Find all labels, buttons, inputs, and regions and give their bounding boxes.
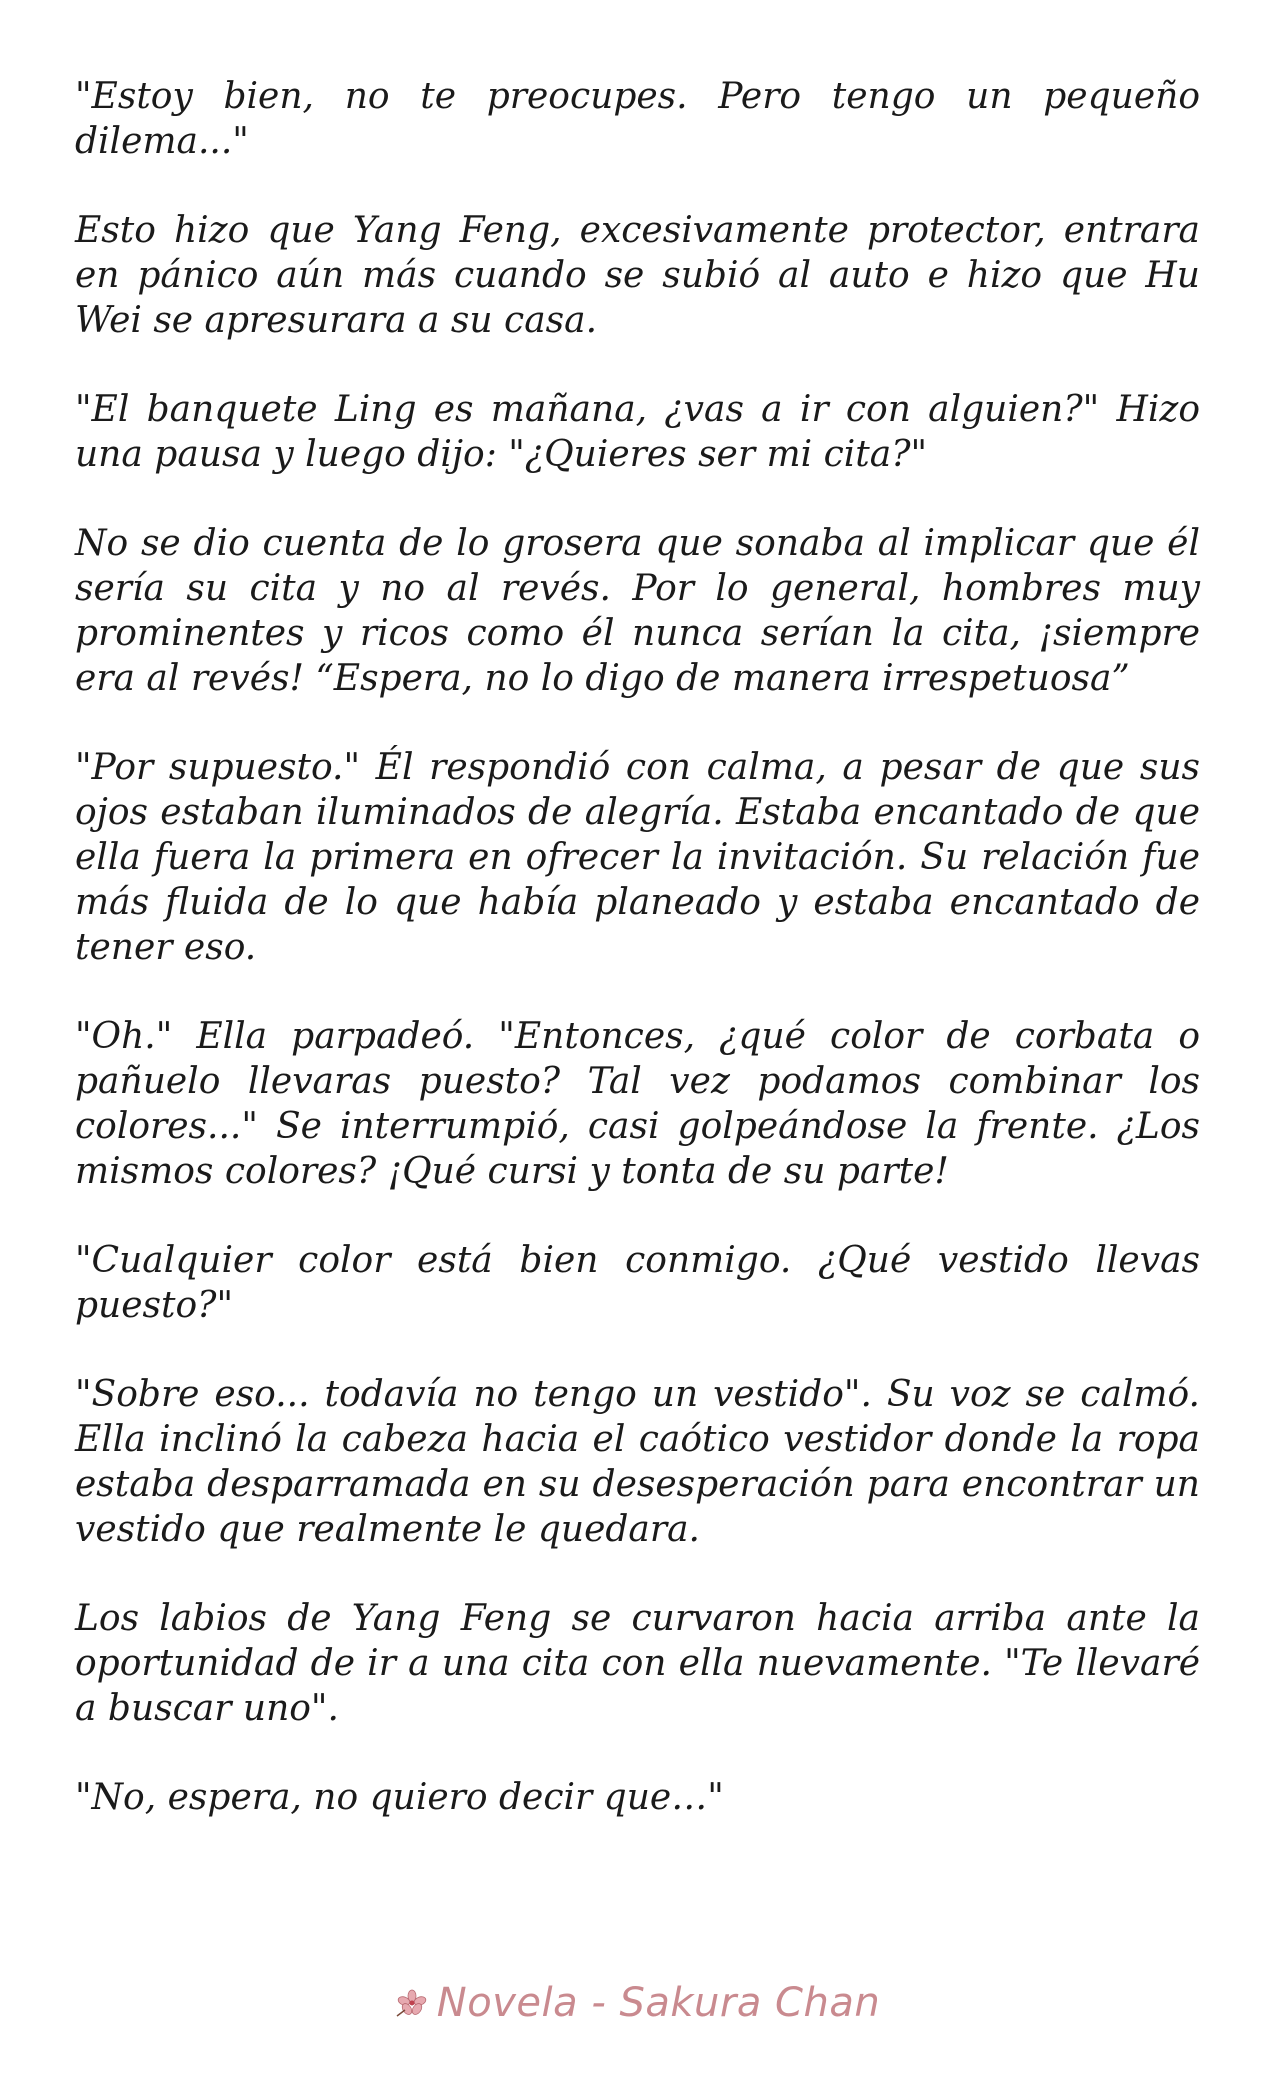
paragraph: "El banquete Ling es mañana, ¿vas a ir con alguien?" Hizo una pausa y luego dijo: "¿Quieres ser mi cita?" (75, 389, 1200, 475)
paragraph: "Por supuesto." Él respondió con calma, a pesar de que sus ojos estaban iluminados de alegría. Estaba encantado de que ella fuera la primera en ofrecer la invitación. Su relación fue más fluida de lo que había planeado y estaba encantado de tener eso. (75, 747, 1200, 968)
paragraph: "No, espera, no quiero decir que…" (75, 1777, 724, 1818)
paragraph: Esto hizo que Yang Feng, excesivamente protector, entrara en pánico aún más cuando se subió al auto e hizo que Hu Wei se apresurara a su casa. (75, 210, 1200, 341)
paragraph: "Cualquier color está bien conmigo. ¿Qué vestido llevas puesto?" (75, 1240, 1200, 1326)
paragraph: "Estoy bien, no te preocupes. Pero tengo un pequeño dilema..." (75, 76, 1200, 162)
story-text (75, 74, 1200, 1864)
sakura-flower-icon (395, 1988, 429, 2018)
paragraph: "Oh." Ella parpadeó. "Entonces, ¿qué color de corbata o pañuelo llevaras puesto? Tal vez podamos combinar los colores..." Se interrumpió, casi golpeándose la frente. ¿Los mismos colores? ¡Qué cursi y tonta de su parte! (75, 1016, 1200, 1192)
watermark (395, 1978, 880, 2028)
paragraph: "Sobre eso... todavía no tengo un vestido". Su voz se calmó. Ella inclinó la cabeza hacia el caótico vestidor donde la ropa estaba desparramada en su desesperación para encontrar un vestido que realmente le quedara. (75, 1374, 1200, 1550)
paragraph: No se dio cuenta de lo grosera que sonaba al implicar que él sería su cita y no al revés. Por lo general, hombres muy prominentes y ricos como él nunca serían la cita, ¡siempre era al revés! “Espera, no lo digo de manera irrespetuosa” (75, 523, 1200, 699)
watermark-text: Novela - Sakura Chan (436, 1980, 881, 2026)
footer (0, 1978, 1275, 2028)
paragraph: Los labios de Yang Feng se curvaron hacia arriba ante la oportunidad de ir a una cita con ella nuevamente. "Te llevaré a buscar uno". (75, 1598, 1200, 1729)
